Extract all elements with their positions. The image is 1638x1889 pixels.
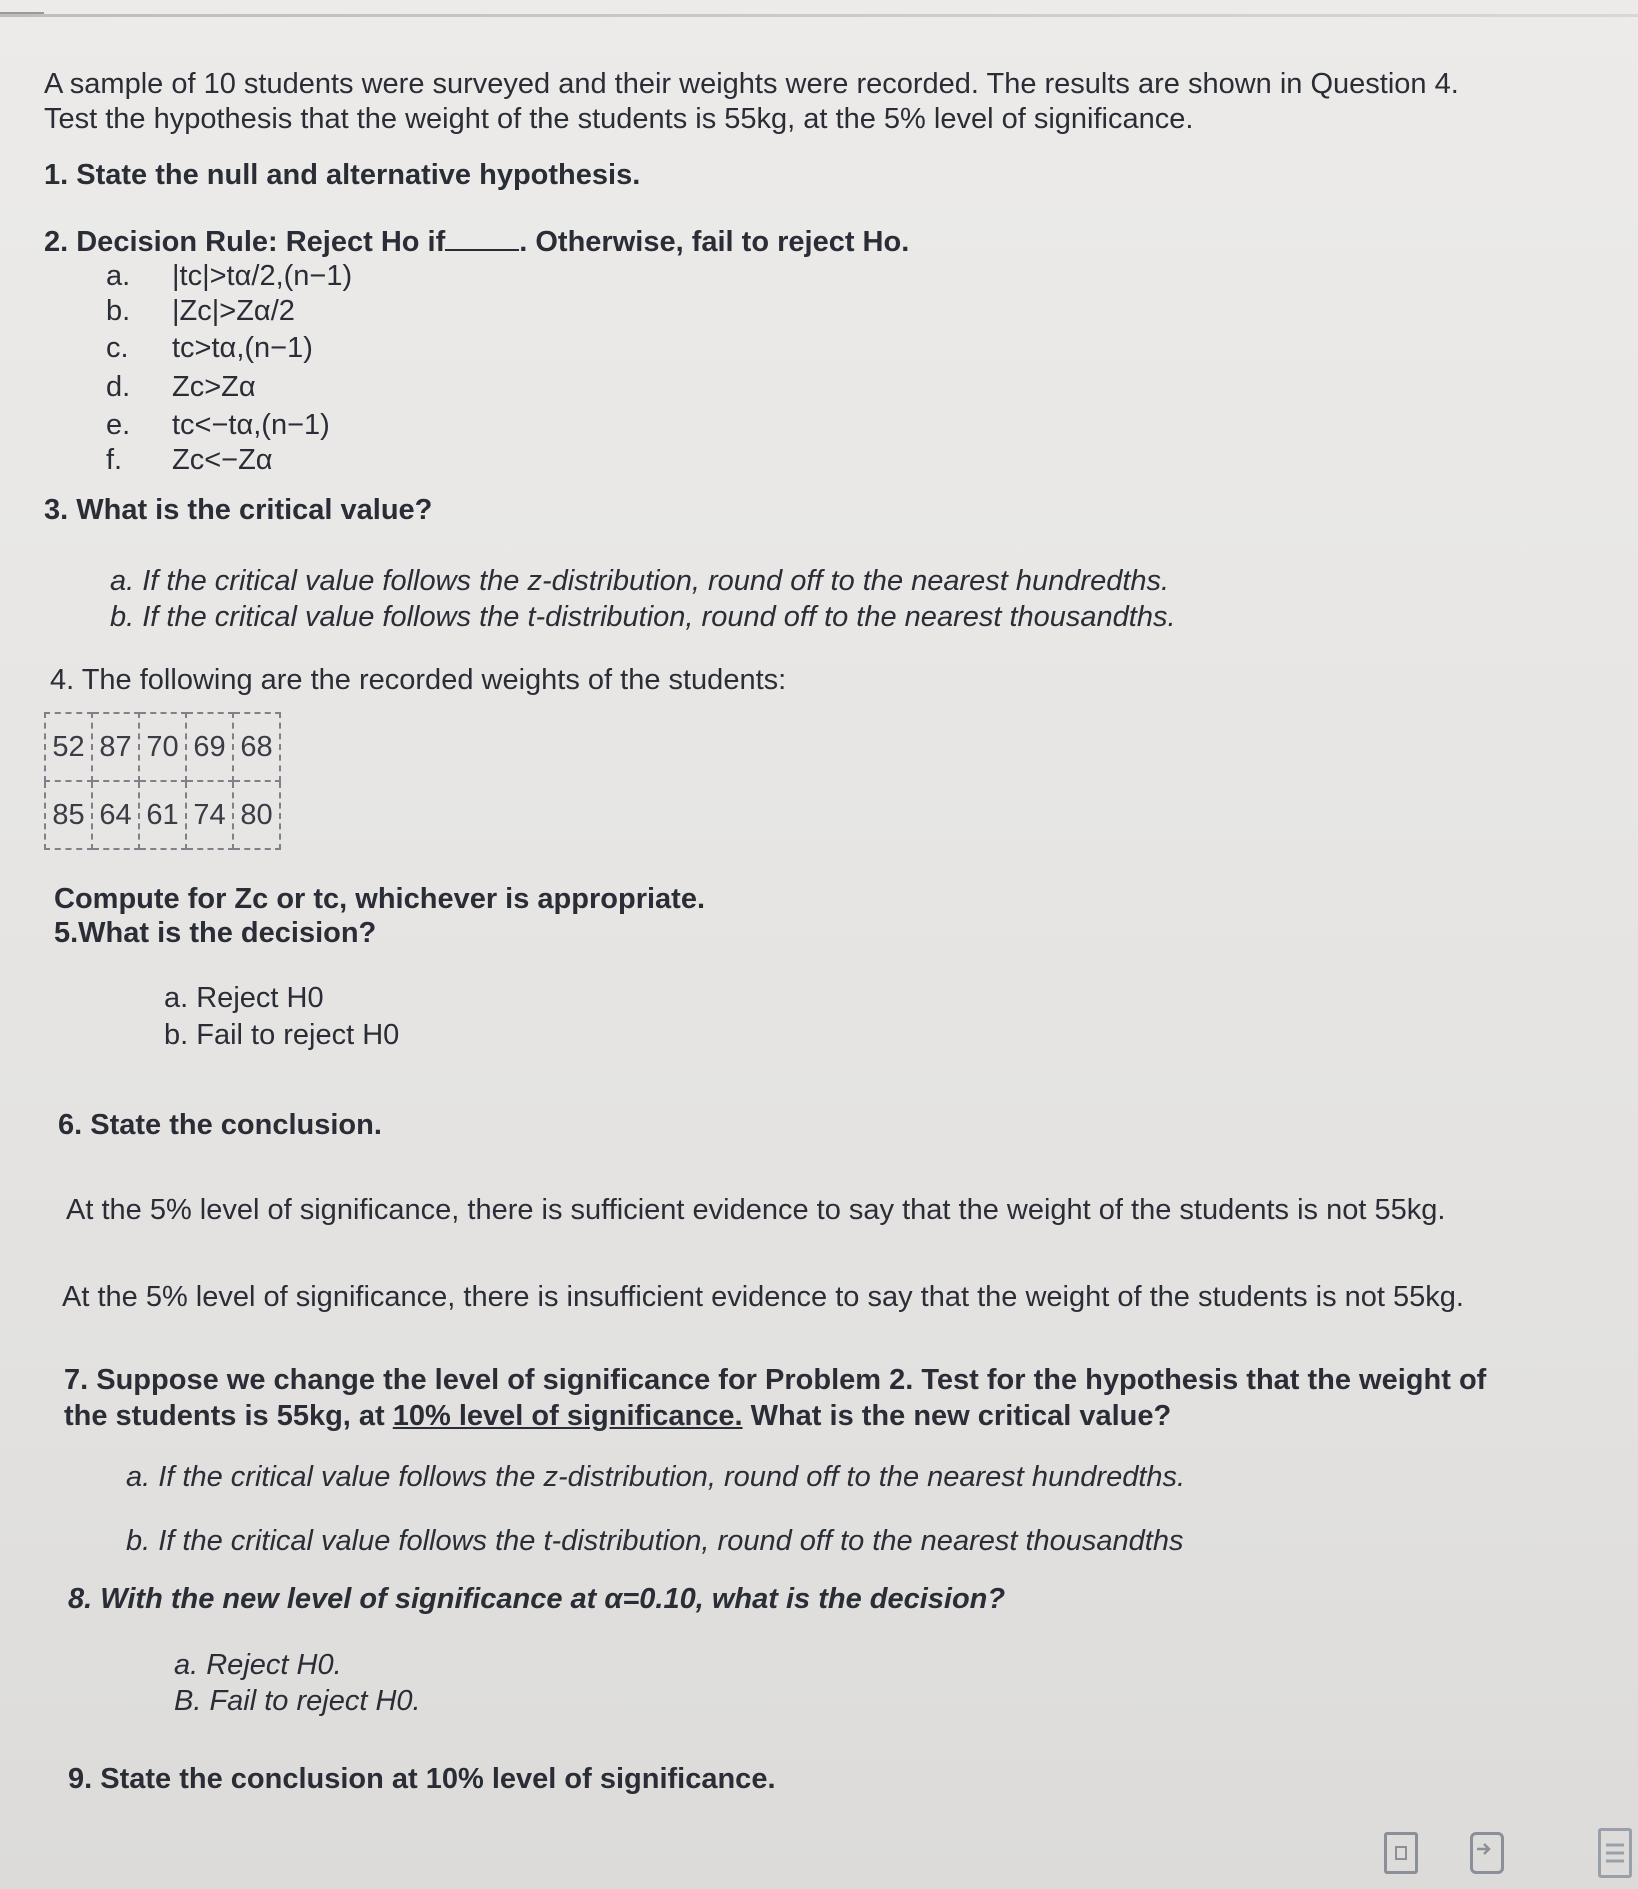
question-6: 6. State the conclusion. <box>58 1109 382 1141</box>
question-7-line-1: 7. Suppose we change the level of significance for Problem 2. Test for the hypothesis that the weight of <box>64 1364 1487 1396</box>
menu-icon-glyph <box>1601 1831 1629 1875</box>
table-cell: 61 <box>139 781 186 849</box>
table-cell: 64 <box>92 781 139 849</box>
question-8-b[interactable]: B. Fail to reject H0. <box>174 1685 421 1717</box>
table-cell: 70 <box>139 713 186 781</box>
question-7-b: b. If the critical value follows the t-distribution, round off to the nearest thousandths <box>126 1525 1184 1557</box>
download-icon-glyph <box>1473 1835 1501 1871</box>
question-2-prefix: 2. Decision Rule: Reject Ho if <box>44 226 446 258</box>
option-f-letter: f. <box>106 444 123 476</box>
question-3-a: a. If the critical value follows the z-distribution, round off to the nearest hundredths. <box>110 565 1170 597</box>
question-3: 3. What is the critical value? <box>44 494 433 526</box>
option-d-letter: d. <box>106 371 131 403</box>
table-cell: 68 <box>233 713 280 781</box>
weights-table <box>44 712 281 850</box>
question-3-b: b. If the critical value follows the t-distribution, round off to the nearest thousandths. <box>110 601 1176 633</box>
page-icon-glyph <box>1387 1835 1415 1871</box>
option-a-text: |tc|>tα/2,(n−1) <box>172 260 353 292</box>
option-b-letter: b. <box>106 295 131 327</box>
option-e-text: tc<−tα,(n−1) <box>172 409 330 441</box>
option-d-text: Zc>Zα <box>172 371 256 403</box>
table-cell: 85 <box>45 781 92 849</box>
compute-instruction: Compute for Zc or tc, whichever is appropriate. <box>54 883 706 915</box>
question-4: 4. The following are the recorded weights of the students: <box>50 664 787 696</box>
table-cell: 69 <box>186 713 233 781</box>
table-cell: 74 <box>186 781 233 849</box>
option-e-letter: e. <box>106 409 131 441</box>
question-7-line-2-post: What is the new critical value? <box>750 1400 1172 1432</box>
option-c-text: tc>tα,(n−1) <box>172 332 313 364</box>
question-1: 1. State the null and alternative hypothesis. <box>44 159 641 191</box>
page-icon[interactable] <box>1384 1832 1418 1874</box>
answer-blank[interactable] <box>445 249 519 251</box>
table-cell: 80 <box>233 781 280 849</box>
question-7-line-2 <box>64 1398 1171 1434</box>
intro-line-2: Test the hypothesis that the weight of the students is 55kg, at the 5% level of significance. <box>44 103 1194 135</box>
option-b-text: |Zc|>Zα/2 <box>172 295 295 327</box>
table-row <box>45 781 280 849</box>
question-5-a[interactable]: a. Reject H0 <box>164 982 324 1014</box>
option-c-letter: c. <box>106 332 129 364</box>
option-f-text: Zc<−Zα <box>172 444 273 476</box>
question-7-a: a. If the critical value follows the z-distribution, round off to the nearest hundredths. <box>126 1461 1186 1493</box>
question-8: 8. With the new level of significance at α=0.10, what is the decision? <box>68 1583 1006 1615</box>
question-7-significance: 10% level of significance. <box>392 1400 743 1432</box>
question-9: 9. State the conclusion at 10% level of significance. <box>68 1763 776 1795</box>
download-icon[interactable] <box>1470 1832 1504 1874</box>
question-5: 5.What is the decision? <box>54 917 377 949</box>
conclusion-option-1[interactable]: At the 5% level of significance, there is sufficient evidence to say that the weight of the students is not 55kg. <box>66 1194 1446 1226</box>
intro-line-1: A sample of 10 students were surveyed and their weights were recorded. The results are shown in Question 4. <box>44 68 1459 100</box>
top-border <box>0 14 1638 17</box>
menu-icon[interactable] <box>1598 1828 1632 1878</box>
question-2-suffix: . Otherwise, fail to reject Ho. <box>519 226 910 258</box>
question-8-a[interactable]: a. Reject H0. <box>174 1649 342 1681</box>
question-7-line-2-pre: the students is 55kg, at <box>64 1400 385 1432</box>
table-row <box>45 713 280 781</box>
question-2 <box>44 224 909 260</box>
question-5-b[interactable]: b. Fail to reject H0 <box>164 1019 400 1051</box>
conclusion-option-2[interactable]: At the 5% level of significance, there is insufficient evidence to say that the weight of the students is not 55kg. <box>62 1281 1464 1313</box>
option-a-letter: a. <box>106 260 131 292</box>
table-cell: 87 <box>92 713 139 781</box>
table-cell: 52 <box>45 713 92 781</box>
